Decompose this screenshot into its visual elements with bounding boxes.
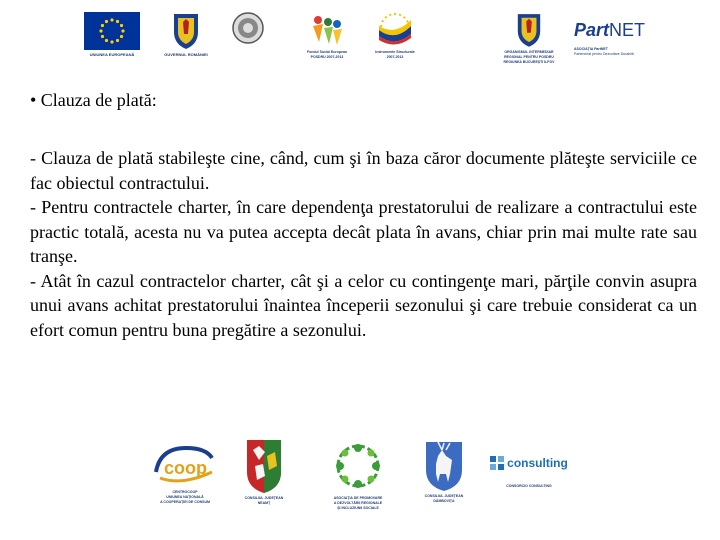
neamt-council-logo (236, 436, 292, 506)
coop-caption-3: A COOPERAŢIEI DE CONSUM (160, 500, 210, 504)
eu-star (101, 24, 104, 27)
clause-body (30, 146, 697, 342)
gov-logo (156, 10, 216, 57)
structural-instruments-logo (364, 10, 426, 60)
oi-caption-2: REGIONAL PENTRU POSDRU (504, 55, 554, 59)
gov-caption: GUVERNUL ROMÂNIEI (164, 52, 208, 57)
eu-star (120, 24, 123, 27)
eu-caption: UNIUNEA EUROPEANĂ (89, 52, 135, 57)
dambovita-caption-1: CONSILIUL JUDEŢEAN (424, 494, 464, 498)
seal-icon (232, 12, 264, 44)
partnet-net-text: NET (609, 20, 646, 40)
consulting-caption: CONSORCIO CONSULTING (506, 484, 552, 488)
bottom-logo-row (0, 436, 720, 536)
fse-people-icon (309, 12, 345, 48)
asoc-caption-3: ŞI INCLUZIUNII SOCIALE (337, 506, 379, 510)
eu-star (116, 20, 119, 23)
coat-of-arms-icon (171, 10, 201, 50)
eu-flag-icon (84, 12, 140, 50)
partnet-caption-1: ASOCIAŢIA PartNET (574, 47, 608, 51)
consulting-text: consulting (507, 456, 568, 470)
eu-star (101, 35, 104, 38)
coop-caption-2: UNIUNEA NAŢIONALĂ (166, 495, 204, 499)
seal-logo (232, 12, 264, 44)
stars-ribbon-icon (373, 10, 417, 48)
coop-caption-1: CENTROCOOP (172, 490, 198, 494)
oi-caption-3: REGIUNEA BUCUREŞTI ILFOV (503, 60, 555, 64)
eu-star (105, 20, 108, 23)
dambovita-caption-2: DÂMBOVIŢA (433, 499, 455, 503)
people-ring-icon (330, 438, 386, 494)
partnet-wordmark (574, 20, 645, 41)
asoc-promovare-logo (318, 438, 398, 511)
partnet-caption-2: Parteneriat pentru Dezvoltare Durabilă (574, 52, 634, 56)
eu-star (105, 39, 108, 42)
neamt-caption-2: NEAMŢ (257, 501, 271, 505)
fse-caption-1: Fondul Social European (306, 50, 348, 54)
coop-text: coop (164, 458, 207, 478)
clause-title: • Clauza de plată: (30, 90, 157, 110)
coat-of-arms-icon (515, 10, 543, 48)
is-caption-2: 2007-2013 (386, 55, 404, 59)
consorcio-consulting-logo (484, 456, 574, 489)
eu-star (116, 39, 119, 42)
paragraph: - Clauza de plată stabileşte cine, când, cum şi în baza căror documente plăteşte serviciile ce fac obiectul contractului. (30, 148, 697, 193)
eu-star (120, 35, 123, 38)
eu-star (121, 29, 124, 32)
partnet-part-text: Part (574, 20, 610, 40)
paragraph: - Atât în cazul contractelor charter, cât şi a celor cu contingenţe mari, părţile convin asupra unui avans achitat prestatorului înaintea începerii sezonului şi care trebuie considerat ca un efort comun pentru buna pregătire a sezonului. (30, 270, 697, 340)
dambovita-council-logo (412, 438, 476, 504)
eu-star (99, 29, 102, 32)
asoc-caption-2: A DEZVOLTĂRII REGIONALE (333, 501, 383, 505)
coop-logo-icon (152, 442, 218, 486)
neamt-caption-1: CONSILIUL JUDEŢEAN (244, 496, 284, 500)
oi-posdru-logo (494, 10, 564, 65)
neamt-shield-icon (245, 436, 283, 494)
deer-shield-icon (424, 438, 464, 492)
top-logo-row (0, 8, 720, 78)
is-caption-1: Instrumente Structurale (375, 50, 415, 54)
centrocoop-logo (150, 442, 220, 505)
eu-star (110, 40, 113, 43)
grid-squares-icon (490, 456, 504, 470)
paragraph: - Pentru contractele charter, în care dependenţa prestatorului de realizare a contractului este practic totală, acesta nu va putea accepta decât plata în avans, chiar prin mai multe rate sau tranşe. (30, 197, 697, 266)
eu-logo (84, 12, 140, 57)
asoc-caption-1: ASOCIAŢIA DE PROMOVARE (333, 496, 383, 500)
oi-caption-1: ORGANISMUL INTERMEDIAR (504, 50, 554, 54)
eu-star (110, 18, 113, 21)
partnet-logo (574, 20, 646, 57)
fse-logo (296, 12, 358, 60)
fse-caption-2: POSDRU 2007-2013 (310, 55, 344, 59)
